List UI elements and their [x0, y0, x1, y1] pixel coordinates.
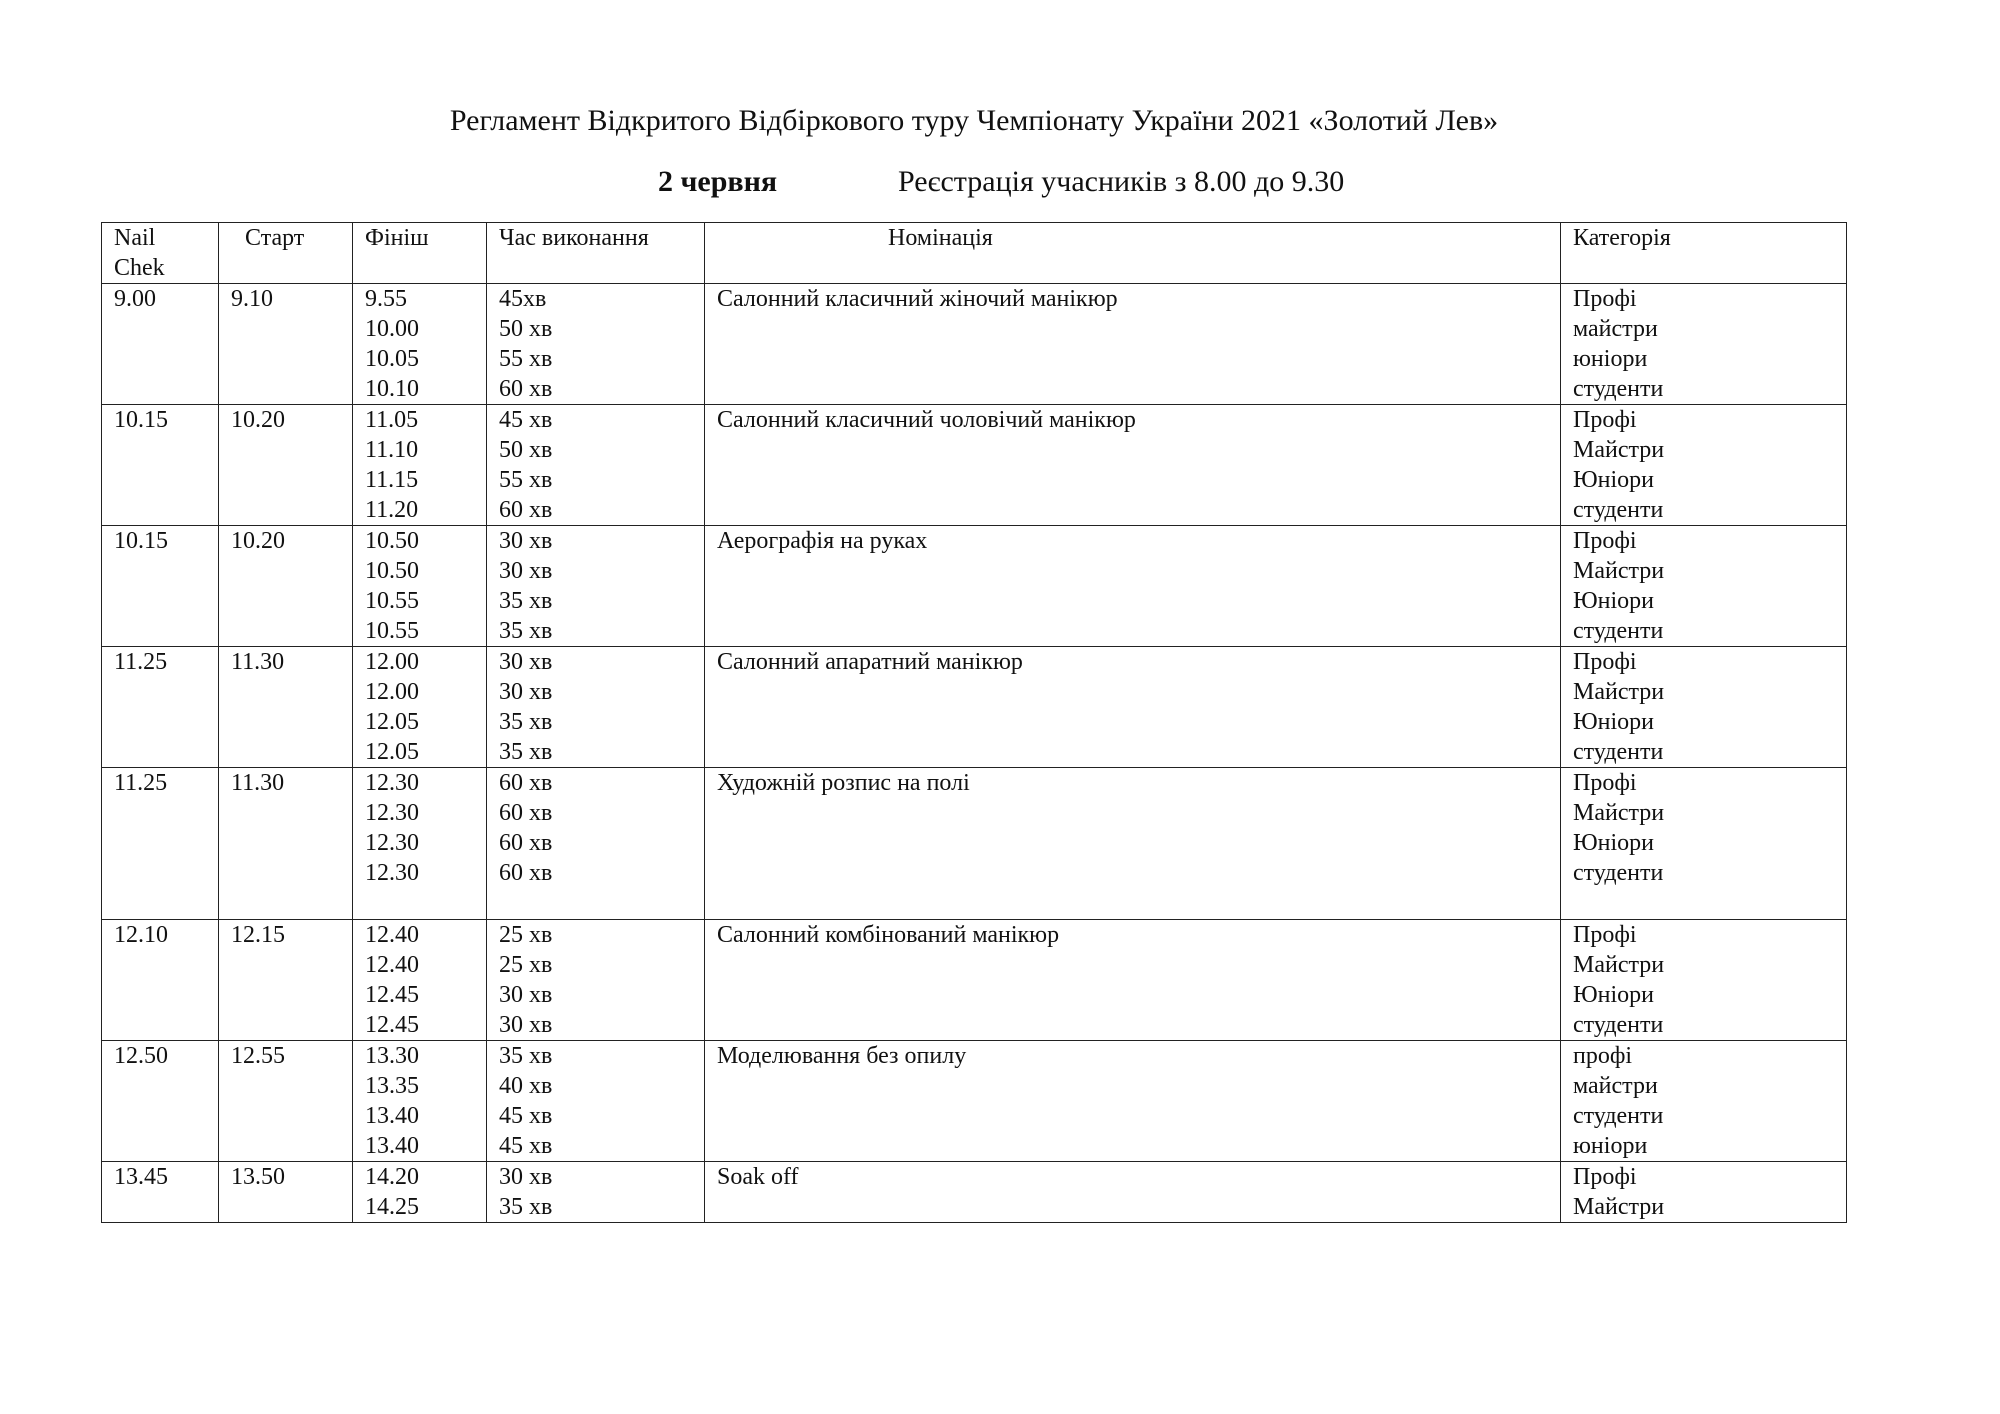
cell-category-line: студенти: [1573, 1103, 1664, 1129]
table-row: [102, 1162, 1847, 1223]
cell-nailcheck: [102, 768, 219, 920]
cell-finish-line: 13.35: [365, 1073, 419, 1099]
cell-category-line: студенти: [1573, 860, 1664, 886]
schedule-table: [101, 222, 1847, 1223]
cell-nomination: [705, 526, 1561, 647]
cell-finish-line: 12.45: [365, 982, 419, 1008]
cell-finish: [353, 1162, 487, 1223]
cell-duration: [487, 768, 705, 920]
cell-start-value: 11.30: [231, 770, 285, 796]
cell-duration-line: 25 хв: [499, 922, 553, 948]
schedule-subtitle: [0, 162, 2000, 202]
cell-duration-line: 45хв: [499, 286, 547, 312]
cell-finish-line: 10.55: [365, 588, 419, 614]
header-nomination: Номінація: [705, 223, 1561, 284]
header-category: Категорія: [1561, 223, 1847, 284]
cell-category-line: юніори: [1573, 346, 1648, 372]
cell-start: [219, 405, 353, 526]
table-row: [102, 526, 1847, 647]
cell-finish-line: 12.05: [365, 739, 419, 765]
cell-nailcheck: [102, 1041, 219, 1162]
cell-duration-line: 30 хв: [499, 679, 553, 705]
cell-duration-line: 35 хв: [499, 618, 553, 644]
cell-category-line: майстри: [1573, 1073, 1658, 1099]
cell-category-line: профі: [1573, 1043, 1633, 1069]
cell-duration: [487, 1041, 705, 1162]
header-row: [102, 223, 1847, 284]
cell-finish: [353, 1041, 487, 1162]
cell-finish: [353, 647, 487, 768]
cell-nomination-value: Салонний апаратний манікюр: [717, 649, 1023, 675]
cell-category: [1561, 768, 1847, 920]
cell-start: [219, 768, 353, 920]
cell-start-value: 10.20: [231, 528, 285, 554]
cell-start-value: 9.10: [231, 286, 273, 312]
cell-category-line: Майстри: [1573, 1194, 1665, 1220]
cell-finish-line: 10.05: [365, 346, 419, 372]
cell-duration-line: 55 хв: [499, 346, 553, 372]
cell-category-line: студенти: [1573, 497, 1664, 523]
cell-start: [219, 1162, 353, 1223]
header-start: Старт: [219, 223, 353, 284]
cell-finish-line: 11.20: [365, 497, 419, 523]
cell-category: [1561, 920, 1847, 1041]
cell-duration-line: 30 хв: [499, 1012, 553, 1038]
cell-nailcheck: [102, 284, 219, 405]
header-duration: Час виконання: [487, 223, 705, 284]
cell-finish-line: 13.40: [365, 1133, 419, 1159]
cell-duration: [487, 920, 705, 1041]
cell-duration-line: 30 хв: [499, 558, 553, 584]
cell-category-line: юніори: [1573, 1133, 1648, 1159]
cell-category-line: студенти: [1573, 739, 1664, 765]
cell-category-line: студенти: [1573, 376, 1664, 402]
table-row: [102, 1041, 1847, 1162]
header-nailcheck-line1: Nail: [114, 225, 156, 251]
cell-category-line: Профі: [1573, 922, 1637, 948]
cell-duration-line: 35 хв: [499, 1194, 553, 1220]
cell-nomination-value: Аерографія на руках: [717, 528, 928, 554]
cell-category-line: Профі: [1573, 1164, 1637, 1190]
cell-duration-line: 60 хв: [499, 497, 553, 523]
cell-nomination: [705, 1041, 1561, 1162]
cell-duration: [487, 405, 705, 526]
cell-category-line: Майстри: [1573, 558, 1665, 584]
cell-duration-line: 35 хв: [499, 588, 553, 614]
table-row: [102, 405, 1847, 526]
cell-start-value: 11.30: [231, 649, 285, 675]
cell-nomination: [705, 284, 1561, 405]
cell-finish-line: 12.05: [365, 709, 419, 735]
header-nailcheck-line2: Chek: [114, 255, 165, 281]
cell-category-line: Юніори: [1573, 709, 1655, 735]
registration-time: Реєстрація учасників з 8.00 до 9.30: [898, 165, 1345, 198]
cell-duration-line: 40 хв: [499, 1073, 553, 1099]
cell-category-line: Юніори: [1573, 830, 1655, 856]
cell-duration: [487, 647, 705, 768]
cell-nomination-value: Soak off: [717, 1164, 799, 1190]
cell-start-value: 10.20: [231, 407, 285, 433]
cell-finish-line: 12.45: [365, 1012, 419, 1038]
cell-nomination-value: Салонний класичний чоловічий манікюр: [717, 407, 1136, 433]
cell-finish-line: 12.30: [365, 800, 419, 826]
cell-nomination: [705, 405, 1561, 526]
cell-category: [1561, 526, 1847, 647]
cell-category: [1561, 1162, 1847, 1223]
cell-duration-line: 30 хв: [499, 649, 553, 675]
cell-nomination-value: Салонний класичний жіночий манікюр: [717, 286, 1118, 312]
cell-finish-line: 14.20: [365, 1164, 419, 1190]
cell-nomination-value: Художній розпис на полі: [717, 770, 970, 796]
cell-finish-line: 12.00: [365, 649, 419, 675]
cell-duration-line: 35 хв: [499, 1043, 553, 1069]
header-finish: Фініш: [353, 223, 487, 284]
table-row: [102, 647, 1847, 768]
cell-start-value: 13.50: [231, 1164, 285, 1190]
cell-duration-line: 30 хв: [499, 982, 553, 1008]
cell-finish: [353, 284, 487, 405]
cell-nailcheck-value: 11.25: [114, 649, 168, 675]
cell-category-line: Майстри: [1573, 679, 1665, 705]
cell-duration-line: 30 хв: [499, 528, 553, 554]
cell-duration-line: 45 хв: [499, 1133, 553, 1159]
cell-nailcheck-value: 10.15: [114, 407, 168, 433]
cell-nailcheck: [102, 647, 219, 768]
event-date: 2 червня: [658, 165, 778, 198]
cell-nailcheck-value: 11.25: [114, 770, 168, 796]
cell-nomination: [705, 1162, 1561, 1223]
cell-nomination: [705, 768, 1561, 920]
cell-category: [1561, 647, 1847, 768]
cell-finish: [353, 526, 487, 647]
cell-start-value: 12.55: [231, 1043, 285, 1069]
cell-finish: [353, 405, 487, 526]
cell-nailcheck: [102, 920, 219, 1041]
cell-category-line: Майстри: [1573, 800, 1665, 826]
cell-duration-line: 60 хв: [499, 860, 553, 886]
cell-nailcheck-value: 13.45: [114, 1164, 168, 1190]
cell-category-line: Профі: [1573, 528, 1637, 554]
cell-start: [219, 526, 353, 647]
cell-nailcheck-value: 9.00: [114, 286, 156, 312]
cell-category-line: студенти: [1573, 1012, 1664, 1038]
cell-duration-line: 60 хв: [499, 830, 553, 856]
cell-duration-line: 55 хв: [499, 467, 553, 493]
cell-finish-line: 12.40: [365, 952, 419, 978]
cell-finish-line: 12.40: [365, 922, 419, 948]
table-row: [102, 920, 1847, 1041]
cell-category-line: Юніори: [1573, 588, 1655, 614]
cell-start: [219, 284, 353, 405]
cell-finish-line: 12.00: [365, 679, 419, 705]
cell-category-line: Профі: [1573, 407, 1637, 433]
cell-finish-line: 12.30: [365, 830, 419, 856]
cell-finish-line: 9.55: [365, 286, 407, 312]
cell-finish-line: 10.55: [365, 618, 419, 644]
cell-finish-line: 11.05: [365, 407, 419, 433]
cell-duration-line: 35 хв: [499, 709, 553, 735]
cell-category-line: Профі: [1573, 770, 1637, 796]
cell-nailcheck: [102, 405, 219, 526]
cell-duration-line: 30 хв: [499, 1164, 553, 1190]
cell-duration-line: 35 хв: [499, 739, 553, 765]
cell-finish-line: 10.10: [365, 376, 419, 402]
cell-finish: [353, 920, 487, 1041]
cell-category-line: Юніори: [1573, 982, 1655, 1008]
cell-duration-line: 60 хв: [499, 770, 553, 796]
document-title: Регламент Відкритого Відбіркового туру Чемпіонату України 2021 «Золотий Лев»: [449, 104, 1499, 137]
cell-finish-line: 11.10: [365, 437, 419, 463]
cell-duration-line: 45 хв: [499, 407, 553, 433]
cell-nailcheck-value: 12.50: [114, 1043, 168, 1069]
cell-finish-line: 10.50: [365, 528, 419, 554]
cell-finish-line: 10.00: [365, 316, 419, 342]
cell-category-line: Профі: [1573, 649, 1637, 675]
cell-category-line: Майстри: [1573, 952, 1665, 978]
cell-start: [219, 920, 353, 1041]
cell-duration: [487, 526, 705, 647]
cell-category-line: Майстри: [1573, 437, 1665, 463]
cell-category-line: Юніори: [1573, 467, 1655, 493]
cell-duration-line: 45 хв: [499, 1103, 553, 1129]
cell-finish: [353, 768, 487, 920]
cell-nomination-value: Салонний комбінований манікюр: [717, 922, 1060, 948]
cell-category: [1561, 405, 1847, 526]
cell-nomination: [705, 647, 1561, 768]
cell-duration: [487, 284, 705, 405]
cell-duration: [487, 1162, 705, 1223]
cell-duration-line: 50 хв: [499, 316, 553, 342]
cell-nomination: [705, 920, 1561, 1041]
cell-duration-line: 60 хв: [499, 376, 553, 402]
cell-duration-line: 50 хв: [499, 437, 553, 463]
schedule-body: [102, 284, 1847, 1223]
table-row: [102, 768, 1847, 920]
cell-finish-line: 14.25: [365, 1194, 419, 1220]
cell-finish-line: 11.15: [365, 467, 419, 493]
cell-nailcheck-value: 12.10: [114, 922, 168, 948]
cell-start-value: 12.15: [231, 922, 285, 948]
cell-category-line: студенти: [1573, 618, 1664, 644]
cell-nomination-value: Моделювання без опилу: [717, 1043, 967, 1069]
cell-nailcheck: [102, 526, 219, 647]
cell-nailcheck: [102, 1162, 219, 1223]
cell-finish-line: 13.40: [365, 1103, 419, 1129]
cell-duration-line: 25 хв: [499, 952, 553, 978]
cell-finish-line: 12.30: [365, 770, 419, 796]
cell-finish-line: 12.30: [365, 860, 419, 886]
cell-finish-line: 13.30: [365, 1043, 419, 1069]
cell-nailcheck-value: 10.15: [114, 528, 168, 554]
cell-duration-line: 60 хв: [499, 800, 553, 826]
cell-category: [1561, 284, 1847, 405]
cell-category: [1561, 1041, 1847, 1162]
header-nailcheck: [102, 223, 219, 284]
table-row: [102, 284, 1847, 405]
cell-category-line: майстри: [1573, 316, 1658, 342]
cell-category-line: Профі: [1573, 286, 1637, 312]
cell-finish-line: 10.50: [365, 558, 419, 584]
cell-start: [219, 647, 353, 768]
cell-start: [219, 1041, 353, 1162]
